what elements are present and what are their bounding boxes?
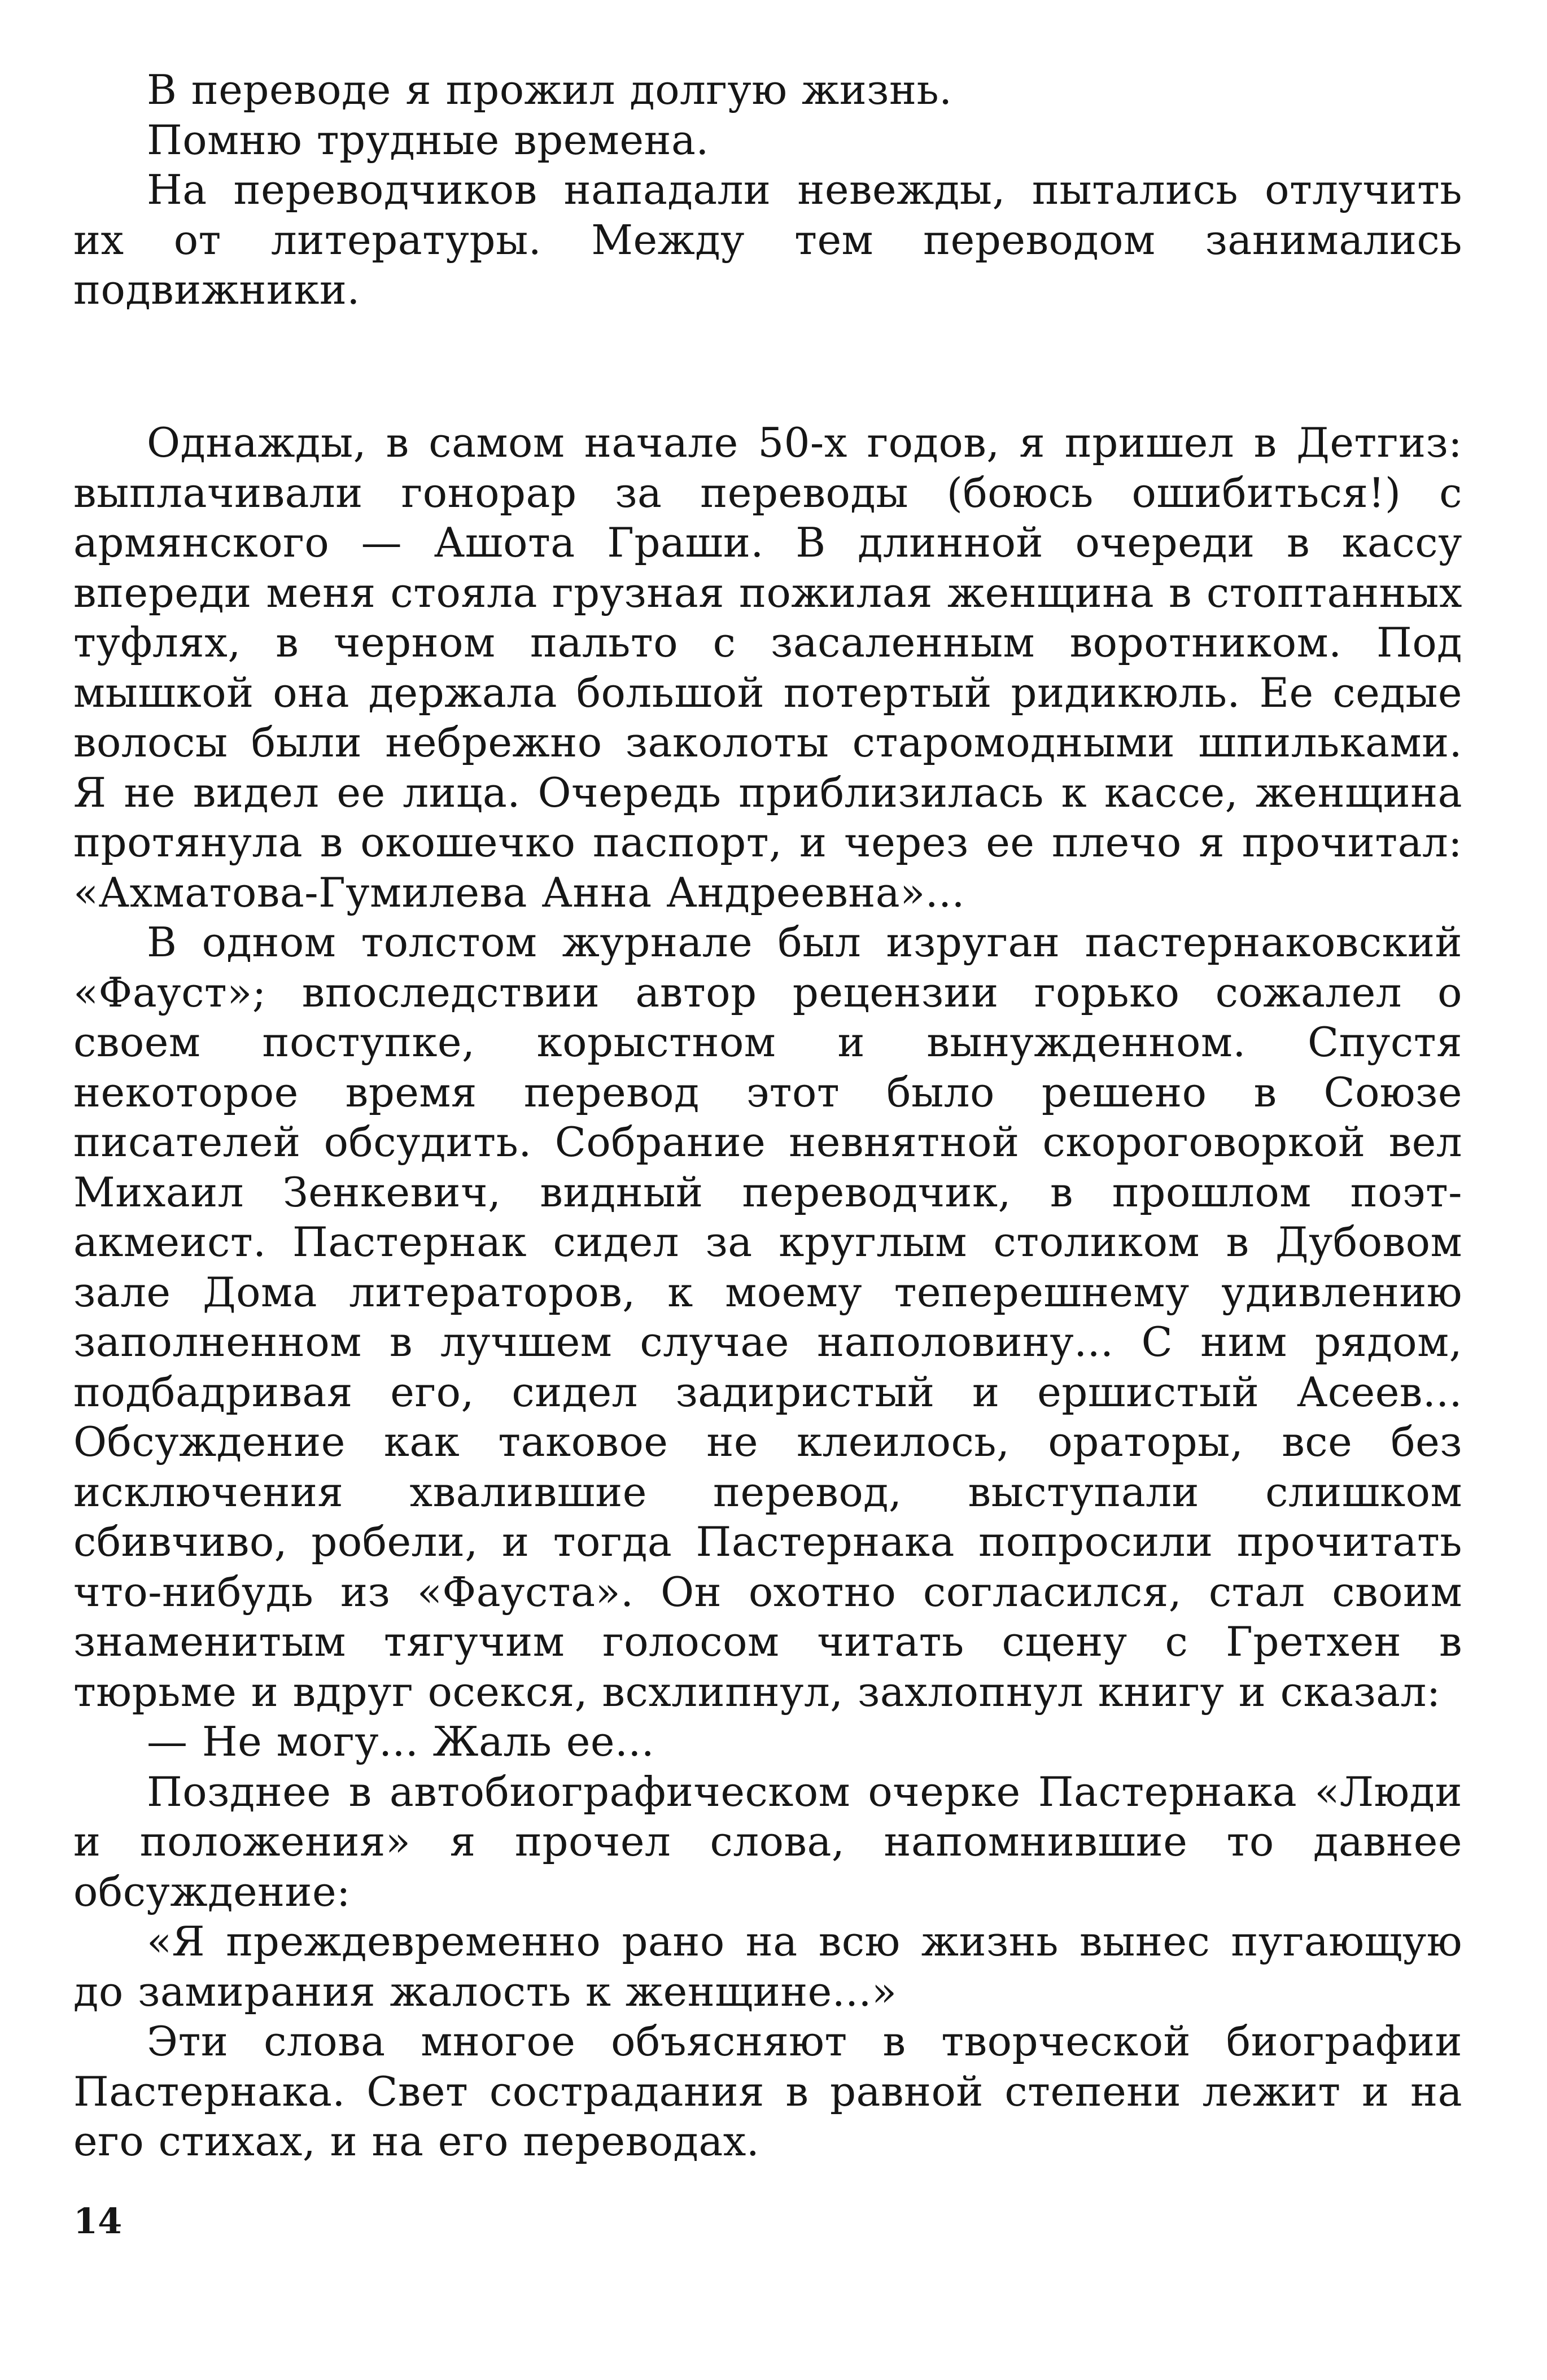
intro-section	[73, 65, 1462, 315]
paragraph: — Не могу... Жаль ее...	[147, 1718, 655, 1765]
paragraph: Помню трудные времена.	[147, 116, 709, 164]
main-section	[73, 418, 1462, 2167]
paragraph: В одном толстом журнале был изруган пастернаковский «Фауст»; впоследствии автор рецензии горько сожалел о своем поступке, корыстном и вынужденном. Спустя некоторое время перевод этот было решено в Союзе писателей обсудить. Собрание невнятной скороговоркой вел Михаил Зенкевич, видный переводчик, в прошлом поэт-акмеист. Пастернак сидел за круглым столиком в Дубовом зале Дома литераторов, к моему теперешнему удивлению заполненном в лучшем случае наполовину... С ним рядом, подбадривая его, сидел задиристый и ершистый Асеев... Обсуждение как таковое не клеилось, ораторы, все без исключения хвалившие перевод, выступали слишком сбивчиво, робели, и тогда Пастернака попросили прочитать что-нибудь из «Фауста». Он охотно согласился, стал своим знаменитым тягучим голосом читать сцену с Гретхен в тюрьме и вдруг осекся, всхлипнул, захлопнул книгу и сказал:	[73, 918, 1462, 1716]
book-page	[73, 65, 1462, 2289]
paragraph: Позднее в автобиографическом очерке Пастернака «Люди и положения» я прочел слова, напомнившие то давнее обсуждение:	[73, 1768, 1462, 1915]
paragraph: В переводе я прожил долгую жизнь.	[147, 66, 952, 113]
paragraph: Однажды, в самом начале 50-х годов, я пришел в Детгиз: выплачивали гонорар за переводы (боюсь ошибиться!) с армянского — Ашота Граши. В длинной очереди в кассу впереди меня стояла грузная пожилая женщина в стоптанных туфлях, в черном пальто с засаленным воротником. Под мышкой она держала большой потертый ридикюль. Ее седые волосы были небрежно заколоты старомодными шпильками. Я не видел ее лица. Очередь приблизилась к кассе, женщина протянула в окошечко паспорт, и через ее плечо я прочитал: «Ахматова-Гумилева Анна Андреевна»...	[73, 419, 1462, 916]
paragraph: Эти слова многое объясняют в творческой биографии Пастернака. Свет сострадания в равной степени лежит и на его стихах, и на его переводах.	[73, 2018, 1462, 2165]
quote-paragraph: «Я преждевременно рано на всю жизнь вынес пугающую до замирания жалость к женщине...»	[73, 1918, 1462, 2015]
page-number: 14	[73, 2200, 123, 2242]
paragraph: На переводчиков нападали невежды, пытались отлучить их от литературы. Между тем переводом занимались подвижники.	[73, 166, 1462, 313]
